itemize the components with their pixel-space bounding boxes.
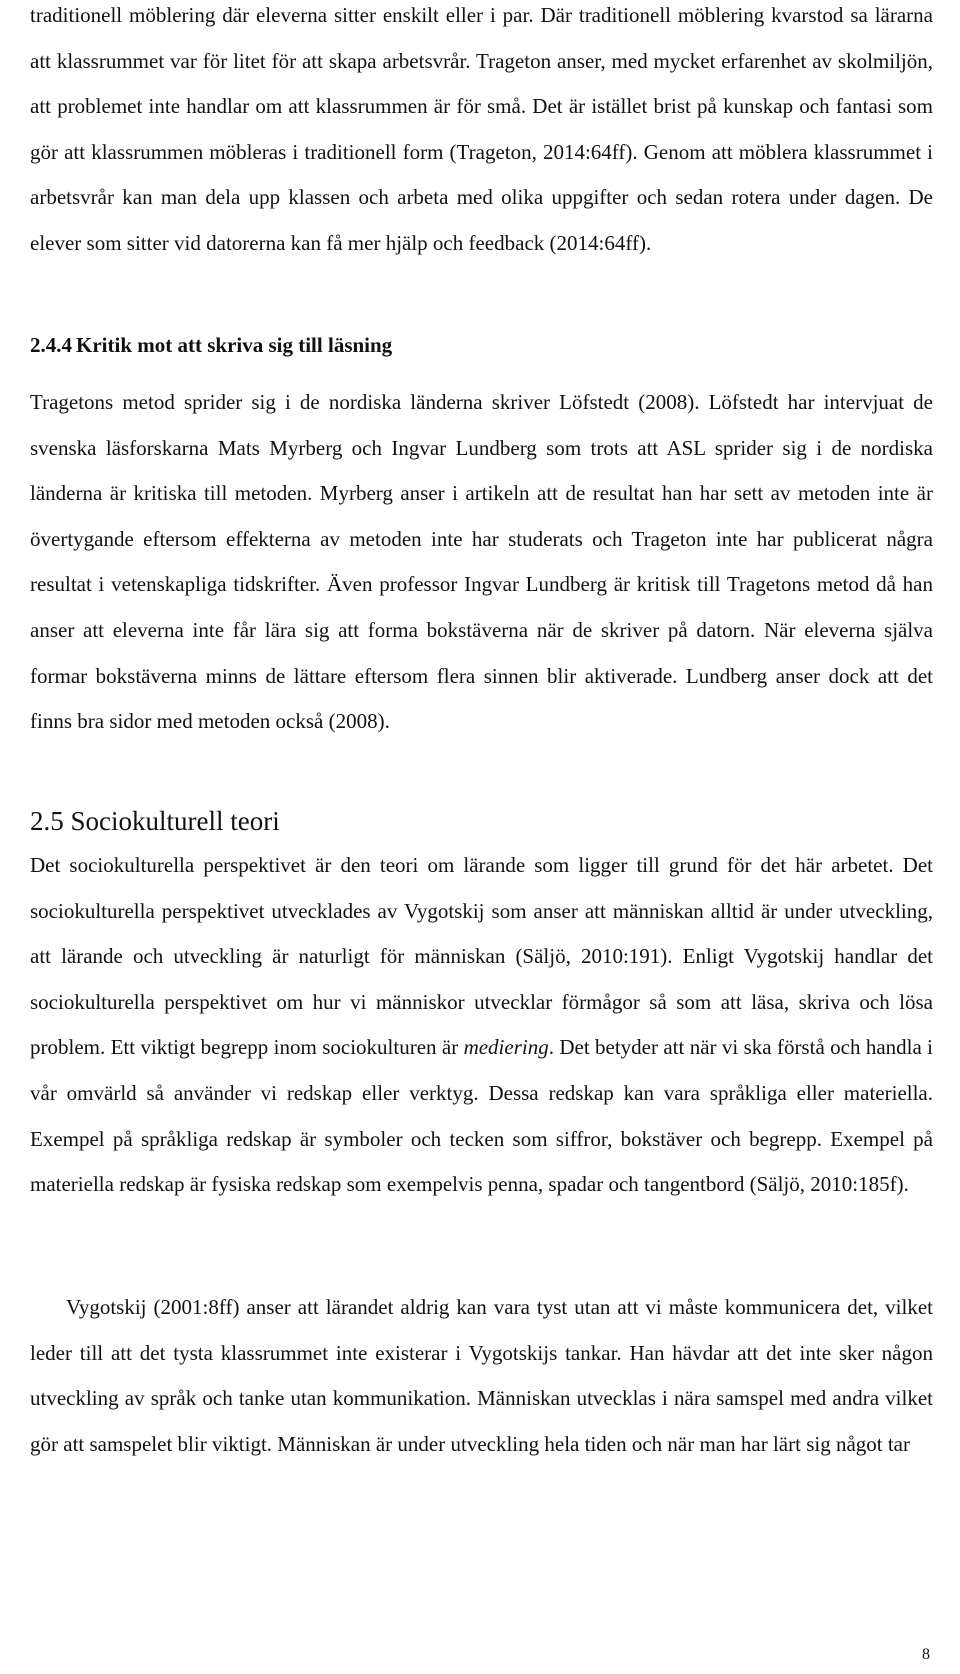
body-paragraph: [30, 843, 933, 1208]
italic-term: mediering: [463, 1035, 549, 1060]
body-paragraph: Vygotskij (2001:8ff) anser att lärandet aldrig kan vara tyst utan att vi måste kommunicera det, vilket leder till att det tysta klassrummet inte existerar i Vygotskijs tankar. Han hävdar att det inte sker någon utveckling av språk och tanke utan kommunikation. Människan utvecklas i nära samspel med andra vilket gör att samspelet blir viktigt. Människan är under utveckling hela tiden och när man har lärt sig något tar: [30, 1295, 933, 1456]
page-number: 8: [922, 1646, 930, 1663]
section-heading-2-5: 2.5 Sociokulturell teori: [30, 806, 280, 836]
section-number: 2.4.4: [30, 333, 72, 357]
body-paragraph: traditionell möblering där eleverna sitter enskilt eller i par. Där traditionell möblering kvarstod sa lärarna att klassrummet var för litet för att skapa arbetsvrår. Trageton anser, med mycket erfarenhet av skolmiljön, att problemet inte handlar om att klassrummen är för små. Det är istället brist på kunskap och fantasi som gör att klassrummen möbleras i traditionell form (Trageton, 2014:64ff). Genom att möblera klassrummet i arbetsvrår kan man dela upp klassen och arbeta med olika uppgifter och sedan rotera under dagen. De elever som sitter vid datorerna kan få mer hjälp och feedback (2014:64ff).: [30, 3, 933, 255]
body-paragraph: Tragetons metod sprider sig i de nordiska länderna skriver Löfstedt (2008). Löfstedt har intervjuat de svenska läsforskarna Mats Myrberg och Ingvar Lundberg som trots att ASL sprider sig i de nordiska länderna är kritiska till metoden. Myrberg anser i artikeln att de resultat han har sett av metoden inte är övertygande eftersom effekterna av metoden inte har studerats och Trageton inte har publicerat några resultat i vetenskapliga tidskrifter. Även professor Ingvar Lundberg är kritisk till Tragetons metod då han anser att eleverna inte får lära sig att forma bokstäverna när de skriver på datorn. När eleverna själva formar bokstäverna minns de lättare eftersom flera sinnen blir aktiverade. Lundberg anser dock att det finns bra sidor med metoden också (2008).: [30, 390, 933, 734]
paragraph-text: Det sociokulturella perspektivet är den teori om lärande som ligger till grund för det här arbetet. Det sociokulturella perspektivet utvecklades av Vygotskij som anser att människan alltid är under utveckling, att lärande och utveckling är naturligt för människan (Säljö, 2010:191). Enligt Vygotskij handlar det sociokulturella perspektivet om hur vi människor utvecklar förmågor så som att läsa, skriva och lösa problem. Ett viktigt begrepp inom sociokulturen är: [30, 853, 933, 1060]
section-title: Kritik mot att skriva sig till läsning: [76, 333, 393, 357]
paragraph-text: . Det betyder att när vi ska förstå och handla i vår omvärld så använder vi redskap eller verktyg. Dessa redskap kan vara språkliga eller materiella. Exempel på språkliga redskap är symboler och tecken som siffror, bokstäver och begrepp. Exempel på materiella redskap är fysiska redskap som exempelvis penna, spadar och tangentbord (Säljö, 2010:185f).: [30, 1035, 933, 1197]
section-heading-2-4-4: [30, 330, 392, 360]
